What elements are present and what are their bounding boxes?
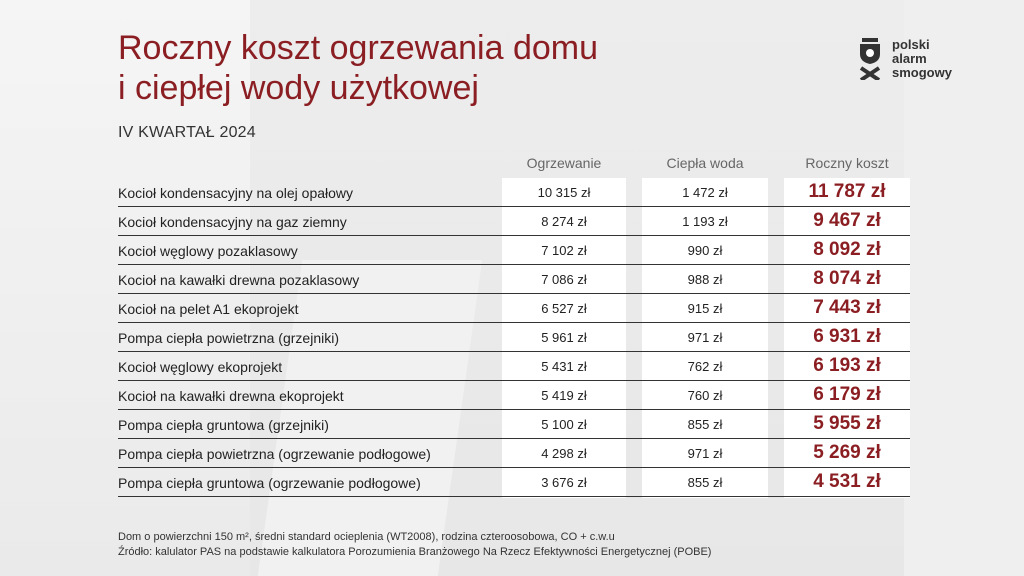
annual-cost-cell: 8 092 zł — [813, 239, 881, 260]
heating-system-name: Kocioł na kawałki drewna pozaklasowy — [118, 272, 360, 288]
footnote-assumptions: Dom o powierzchni 150 m², średni standard ocieplenia (WT2008), rodzina czteroosobowa, CO + c.w.u — [118, 531, 615, 543]
hot-water-cost-cell: 762 zł — [687, 359, 723, 374]
table-row — [118, 207, 910, 236]
annual-cost-cell: 6 179 zł — [813, 384, 881, 405]
annual-cost-cell: 9 467 zł — [813, 210, 881, 231]
table-row — [118, 468, 910, 497]
logo-text-line: polski — [892, 37, 930, 52]
logo-text — [892, 38, 952, 80]
hot-water-cost-cell: 990 zł — [687, 243, 723, 258]
heating-cost-cell: 10 315 zł — [537, 185, 591, 200]
heating-system-name: Kocioł kondensacyjny na gaz ziemny — [118, 214, 347, 230]
heating-cost-cell: 5 961 zł — [541, 330, 587, 345]
hot-water-cost-cell: 971 zł — [687, 446, 723, 461]
table-row — [118, 381, 910, 410]
column-header-hot-water: Ciepła woda — [666, 155, 744, 171]
table-row — [118, 410, 910, 439]
heating-system-name: Kocioł na kawałki drewna ekoprojekt — [118, 388, 344, 404]
annual-cost-cell: 6 193 zł — [813, 355, 881, 376]
footnote-source: Źródło: kalulator PAS na podstawie kalkulatora Porozumienia Branżowego Na Rzecz Efektywności Energetycznej (POBE) — [118, 546, 712, 558]
logo-text-line: alarm — [892, 51, 927, 66]
heating-cost-cell: 6 527 zł — [541, 301, 587, 316]
heating-cost-cell: 5 100 zł — [541, 417, 587, 432]
hot-water-cost-cell: 988 zł — [687, 272, 723, 287]
footnote — [118, 530, 711, 560]
heating-system-name: Pompa ciepła gruntowa (ogrzewanie podłogowe) — [118, 475, 421, 491]
table-row — [118, 294, 910, 323]
annual-cost-cell: 7 443 zł — [813, 297, 881, 318]
polski-alarm-smogowy-logo-icon — [858, 38, 882, 80]
annual-cost-cell: 5 955 zł — [813, 413, 881, 434]
cost-table — [118, 178, 910, 497]
heating-system-name: Kocioł węglowy pozaklasowy — [118, 243, 298, 259]
heating-cost-cell: 4 298 zł — [541, 446, 587, 461]
table-row — [118, 439, 910, 468]
column-header-heating: Ogrzewanie — [526, 155, 602, 171]
table-row — [118, 352, 910, 381]
table-row — [118, 178, 910, 207]
heating-cost-cell: 7 102 zł — [541, 243, 587, 258]
hot-water-cost-cell: 971 zł — [687, 330, 723, 345]
heating-system-name: Kocioł kondensacyjny na olej opałowy — [118, 185, 354, 201]
title-line-2: i ciepłej wody użytkowej — [118, 69, 479, 107]
annual-cost-cell: 6 931 zł — [813, 326, 881, 347]
annual-cost-cell: 11 787 zł — [808, 181, 886, 202]
page-title — [118, 28, 598, 108]
heating-cost-cell: 3 676 zł — [541, 475, 587, 490]
annual-cost-cell: 4 531 zł — [813, 471, 881, 492]
table-row — [118, 265, 910, 294]
hot-water-cost-cell: 760 zł — [687, 388, 723, 403]
heating-cost-cell: 5 431 zł — [541, 359, 587, 374]
table-row — [118, 236, 910, 265]
title-line-1: Roczny koszt ogrzewania domu — [118, 29, 599, 67]
hot-water-cost-cell: 1 193 zł — [682, 214, 728, 229]
heating-system-name: Kocioł węglowy ekoprojekt — [118, 359, 283, 375]
heating-system-name: Pompa ciepła gruntowa (grzejniki) — [118, 417, 329, 433]
annual-cost-cell: 8 074 zł — [813, 268, 881, 289]
hot-water-cost-cell: 915 zł — [687, 301, 723, 316]
heating-cost-cell: 7 086 zł — [541, 272, 587, 287]
annual-cost-cell: 5 269 zł — [813, 442, 881, 463]
hot-water-cost-cell: 1 472 zł — [682, 185, 728, 200]
logo — [858, 38, 998, 88]
heating-system-name: Pompa ciepła powietrzna (ogrzewanie podłogowe) — [118, 446, 431, 462]
table-row — [118, 323, 910, 352]
heating-system-name: Kocioł na pelet A1 ekoprojekt — [118, 301, 299, 317]
heating-cost-cell: 8 274 zł — [541, 214, 587, 229]
hot-water-cost-cell: 855 zł — [687, 475, 723, 490]
hot-water-cost-cell: 855 zł — [687, 417, 723, 432]
logo-text-line: smogowy — [892, 65, 952, 80]
period-subtitle: IV KWARTAŁ 2024 — [118, 124, 256, 141]
heating-cost-cell: 5 419 zł — [541, 388, 587, 403]
heating-system-name: Pompa ciepła powietrzna (grzejniki) — [118, 330, 339, 346]
column-header-annual-cost: Roczny koszt — [805, 155, 889, 171]
